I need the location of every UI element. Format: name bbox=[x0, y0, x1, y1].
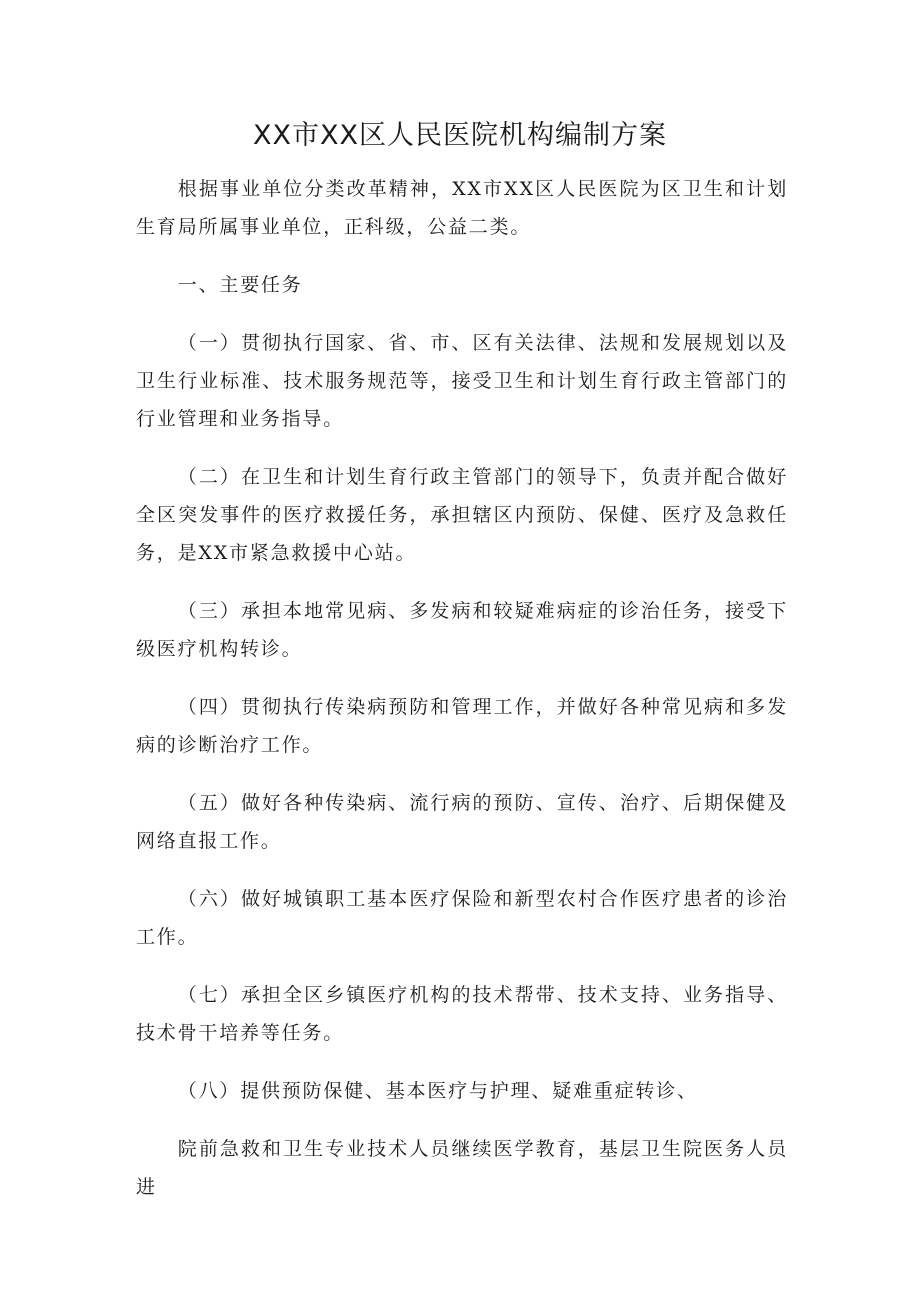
task-paragraph-3: （三）承担本地常见病、多发病和较疑难病症的诊治任务，接受下级医疗机构转诊。 bbox=[136, 600, 788, 660]
document-title: XX市XX区人民医院机构编制方案 bbox=[253, 120, 667, 151]
task-paragraph-4: （四）贯彻执行传染病预防和管理工作，并做好各种常见病和多发病的诊断治疗工作。 bbox=[136, 696, 788, 756]
task-paragraph-7: （七）承担全区乡镇医疗机构的技术帮带、技术支持、业务指导、技术骨干培养等任务。 bbox=[136, 984, 788, 1044]
task-paragraph-5: （五）做好各种传染病、流行病的预防、宣传、治疗、后期保健及网络直报工作。 bbox=[136, 792, 788, 852]
continuation-paragraph: 院前急救和卫生专业技术人员继续医学教育，基层卫生院医务人员进 bbox=[136, 1138, 788, 1198]
task-paragraph-2: （二）在卫生和计划生育行政主管部门的领导下，负责并配合做好全区突发事件的医疗救援任务，承担辖区内预防、保健、医疗及急救任务，是XX市紧急救援中心站。 bbox=[136, 466, 788, 564]
section-heading: 一、主要任务 bbox=[177, 274, 303, 296]
task-paragraph-6: （六）做好城镇职工基本医疗保险和新型农村合作医疗患者的诊治工作。 bbox=[136, 888, 788, 948]
task-paragraph-1: （一）贯彻执行国家、省、市、区有关法律、法规和发展规划以及卫生行业标准、技术服务规范等，接受卫生和计划生育行政主管部门的行业管理和业务指导。 bbox=[136, 332, 788, 430]
document-body bbox=[136, 170, 788, 1206]
intro-paragraph: 根据事业单位分类改革精神，XX市XX区人民医院为区卫生和计划生育局所属事业单位，正科级，公益二类。 bbox=[136, 178, 788, 238]
task-paragraph-8: （八）提供预防保健、基本医疗与护理、疑难重症转诊、 bbox=[177, 1080, 698, 1102]
